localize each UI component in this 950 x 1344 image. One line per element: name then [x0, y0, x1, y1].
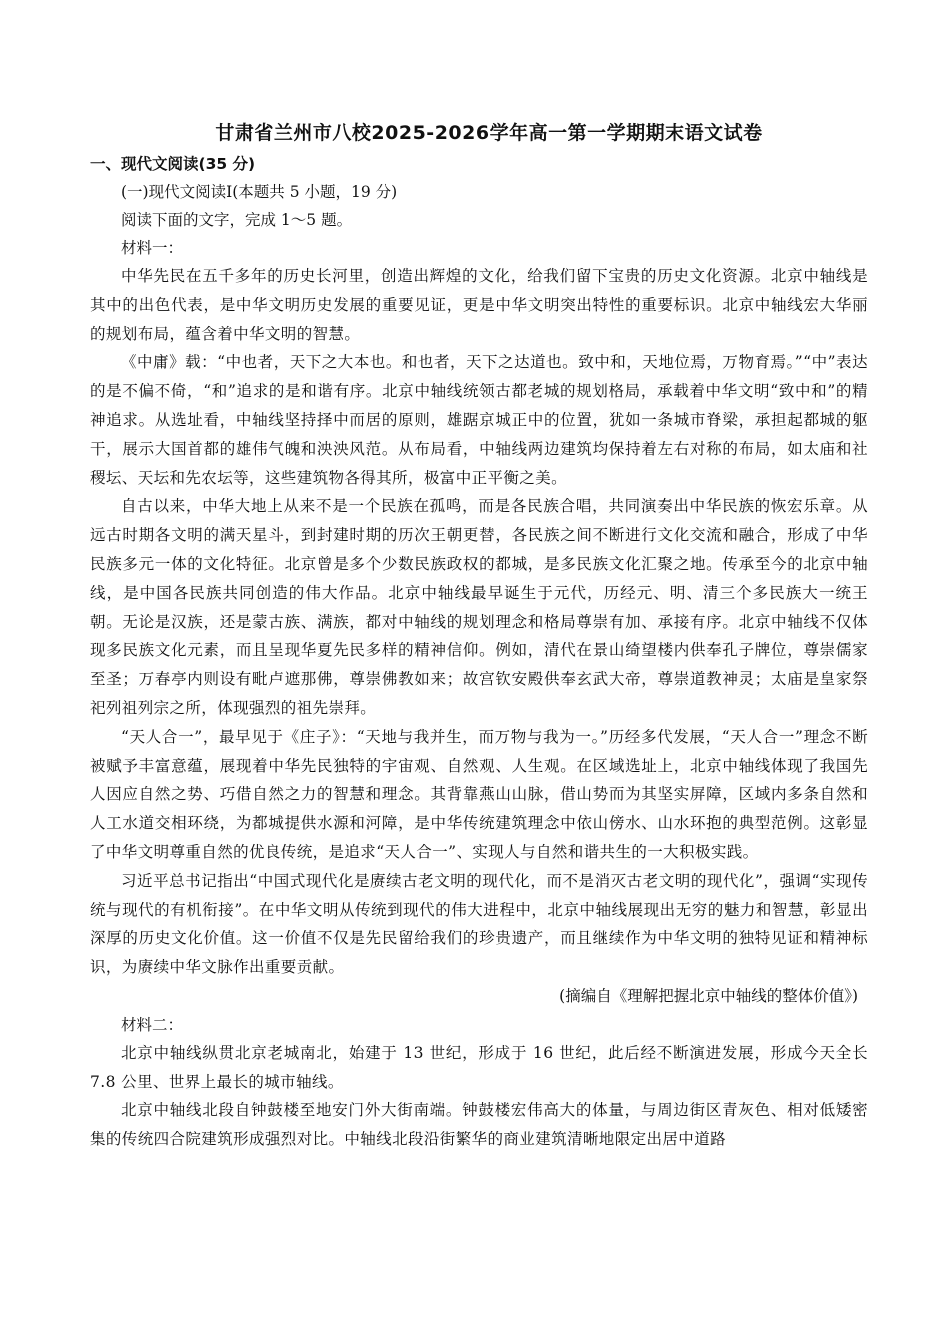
material1-label: 材料一： [121, 239, 184, 257]
material2-paragraph: 北京中轴线纵贯北京老城南北，始建于 13 世纪，形成于 16 世纪，此后经不断演进发展，形成今天全长 7.8 公里、世界上最长的城市轴线。 [90, 1043, 868, 1091]
section-subheading: (一)现代文阅读Ⅰ(本题共 5 小题，19 分) [121, 183, 398, 201]
material1-paragraph: 中华先民在五千多年的历史长河里，创造出辉煌的文化，给我们留下宝贵的历史文化资源。北京中轴线是其中的出色代表，是中华文明历史发展的重要见证，更是中华文明突出特性的重要标识。北京中轴线宏大华丽的规划布局，蕴含着中华文明的智慧。 [90, 267, 868, 343]
material1-paragraph: 自古以来，中华大地上从来不是一个民族在孤鸣，而是各民族合唱，共同演奏出中华民族的恢宏乐章。从远古时期各文明的满天星斗，到封建时期的历次王朝更替，各民族之间不断进行文化交流和融合，形成了中华民族多元一体的文化特征。北京曾是多个少数民族政权的都城，是多民族文化汇聚之地。传承至今的北京中轴线，是中国各民族共同创造的伟大作品。北京中轴线最早诞生于元代，历经元、明、清三个多民族大一统王朝。无论是汉族，还是蒙古族、满族，都对中轴线的规划理念和格局尊崇有加、承接有序。北京中轴线不仅体现多民族文化元素，而且呈现华夏先民多样的精神信仰。例如，清代在景山绮望楼内供奉孔子牌位，尊崇儒家至圣；万春亭内则设有毗卢遮那佛，尊崇佛教如来；故宫钦安殿供奉玄武大帝，尊崇道教神灵；太庙是皇家祭祀列祖列宗之所，体现强烈的祖先崇拜。 [90, 497, 868, 717]
material2-paragraph: 北京中轴线北段自钟鼓楼至地安门外大街南端。钟鼓楼宏伟高大的体量，与周边街区青灰色、相对低矮密集的传统四合院建筑形成强烈对比。中轴线北段沿街繁华的商业建筑清晰地限定出居中道路 [90, 1101, 868, 1149]
material1-paragraph: “天人合一”，最早见于《庄子》：“天地与我并生，而万物与我为一。”历经多代发展，“天人合一”理念不断被赋予丰富意蕴，展现着中华先民独特的宇宙观、自然观、人生观。在区域选址上，北京中轴线体现了我国先人因应自然之势、巧借自然之力的智慧和理念。其背靠燕山山脉，借山势而为其坚实屏障，区域内多条自然和人工水道交相环绕，为都城提供水源和河障，是中华传统建筑理念中依山傍水、山水环抱的典型范例。这彰显了中华文明尊重自然的优良传统，是追求“天人合一”、实现人与自然和谐共生的一大积极实践。 [90, 727, 868, 861]
exam-page [90, 118, 868, 1154]
reading-instruction: 阅读下面的文字，完成 1～5 题。 [121, 211, 353, 229]
material1-source: (摘编自《理解把握北京中轴线的整体价值》) [559, 986, 858, 1005]
section-heading: 一、现代文阅读(35 分) [90, 155, 256, 173]
material1-paragraph: 习近平总书记指出“中国式现代化是赓续古老文明的现代化，而不是消灭古老文明的现代化”，强调“实现传统与现代的有机衔接”。在中华文明从传统到现代的伟大进程中，北京中轴线展现出无穷的魅力和智慧，彰显出深厚的历史文化价值。这一价值不仅是先民留给我们的珍贵遗产，而且继续作为中华文明的独特见证和精神标识，为赓续中华文脉作出重要贡献。 [90, 871, 868, 977]
material1-paragraph: 《中庸》载：“中也者，天下之大本也。和也者，天下之达道也。致中和，天地位焉，万物育焉。”“中”表达的是不偏不倚，“和”追求的是和谐有序。北京中轴线统领古都老城的规划格局，承载着中华文明“致中和”的精神追求。从选址看，中轴线坚持择中而居的原则，雄踞京城正中的位置，犹如一条城市脊梁，承担起都城的躯干，展示大国首都的雄伟气魄和泱泱风范。从布局看，中轴线两边建筑均保持着左右对称的布局，如太庙和社稷坛、天坛和先农坛等，这些建筑物各得其所，极富中正平衡之美。 [90, 353, 868, 487]
exam-title: 甘肃省兰州市八校2025-2026学年高一第一学期期末语文试卷 [215, 122, 763, 144]
material2-label: 材料二： [121, 1015, 184, 1034]
